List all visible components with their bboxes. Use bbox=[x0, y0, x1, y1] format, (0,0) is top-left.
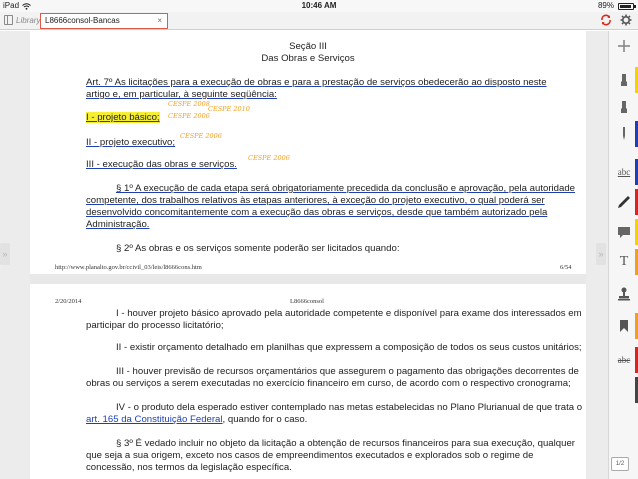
header-title: L8666consol bbox=[290, 298, 324, 305]
item-2-row bbox=[86, 137, 606, 149]
handwritten-note[interactable]: CESPE 2006 bbox=[168, 112, 210, 120]
comment-tool-button[interactable] bbox=[609, 219, 638, 245]
library-label: Library bbox=[16, 15, 41, 25]
status-right bbox=[598, 0, 634, 12]
item-1-row bbox=[86, 112, 606, 124]
freehand-red-button[interactable] bbox=[609, 189, 638, 215]
handwritten-note[interactable]: CESPE 2010 bbox=[208, 105, 250, 113]
left-gutter bbox=[0, 31, 30, 479]
strikethrough-abc-icon: abc bbox=[617, 355, 631, 365]
paragraph-3-line-3: concessão, nos termos da legislação específica. bbox=[86, 462, 292, 473]
article-7-line-2[interactable]: artigo e, em particular, à seguinte seqüência: bbox=[86, 89, 277, 100]
footer-url: http://www.planalto.gov.br/ccivil_03/leis/l8666cons.htm bbox=[55, 264, 202, 271]
article-7-line-1[interactable]: Art. 7º As licitações para a execução de obras e para a prestação de serviços obedecerão ao disposto neste bbox=[86, 77, 547, 88]
condition-ii: II - existir orçamento detalhado em planilhas que expressem a composição de todos os seus custos unitários; bbox=[116, 342, 582, 353]
tab-bar bbox=[0, 12, 638, 30]
handwritten-note[interactable]: CESPE 2008 bbox=[168, 100, 210, 108]
handwritten-note[interactable]: CESPE 2006 bbox=[180, 132, 222, 140]
battery-fill bbox=[620, 5, 631, 8]
sync-icon[interactable] bbox=[600, 14, 612, 26]
condition-iv-tail: , quando for o caso. bbox=[222, 414, 308, 425]
section-heading: Seção III bbox=[289, 41, 327, 52]
pdf-page-7 bbox=[30, 284, 586, 479]
paragraph-1-line-3[interactable]: desenvolvido concomitantemente com a execução das obras e serviços, desde que também autorizado pela bbox=[86, 207, 548, 218]
strikethrough-tool-button[interactable] bbox=[609, 347, 638, 373]
item-3-row bbox=[86, 159, 606, 171]
text-t-icon: T bbox=[619, 254, 629, 269]
handwritten-note[interactable]: CESPE 2006 bbox=[248, 154, 290, 162]
section-subheading: Das Obras e Serviços bbox=[261, 53, 355, 64]
bookmark-icon bbox=[616, 318, 632, 334]
document-tab-label: L8666consol-Bancas bbox=[45, 16, 120, 25]
close-tab-icon[interactable]: × bbox=[157, 16, 162, 25]
previous-page-arrow[interactable]: » bbox=[0, 243, 10, 265]
document-tab[interactable] bbox=[40, 13, 168, 29]
marker-icon bbox=[616, 99, 632, 115]
header-date: 2/20/2014 bbox=[55, 298, 82, 305]
underline-tool-button[interactable] bbox=[609, 159, 638, 185]
highlighter-icon bbox=[616, 72, 632, 88]
battery-percent: 89% bbox=[597, 1, 614, 10]
status-bar bbox=[0, 0, 638, 12]
page-indicator[interactable]: 1/2 bbox=[611, 457, 629, 471]
plus-icon bbox=[616, 38, 632, 54]
device-name: iPad bbox=[3, 1, 20, 10]
condition-iii-line-2: obras ou serviços a serem executadas no exercício financeiro em curso, de acordo com o respectivo cronograma; bbox=[86, 378, 571, 389]
pen-icon bbox=[616, 126, 632, 142]
clock: 10:46 AM bbox=[301, 1, 337, 10]
item-3-text[interactable]: III - execução das obras e serviços. bbox=[86, 159, 237, 170]
library-icon bbox=[4, 15, 13, 25]
paragraph-2: § 2º As obras e os serviços somente poderão ser licitados quando: bbox=[116, 243, 400, 254]
pdf-page-6 bbox=[30, 31, 586, 274]
paragraph-1-line-2[interactable]: competente, dos trabalhos relativos às etapas anteriores, à exceção do projeto executivo, o qual poderá ser bbox=[86, 195, 545, 206]
paragraph-1-line-1[interactable]: § 1º A execução de cada etapa será obrigatoriamente precedida da conclusão e aprovação, pela autoridade bbox=[116, 183, 575, 194]
footer-page-number: 6/54 bbox=[560, 264, 572, 271]
stamp-icon bbox=[616, 286, 632, 302]
add-tool-button[interactable] bbox=[609, 33, 638, 59]
tab-bar-actions bbox=[600, 14, 632, 26]
condition-iv-line-1: IV - o produto dela esperado estiver contemplado nas metas estabelecidas no Plano Plurianual de que trata o bbox=[116, 402, 583, 413]
highlighter-yellow-button[interactable] bbox=[609, 67, 638, 93]
underline-abc-icon: abc bbox=[617, 167, 631, 177]
stamp-tool-button[interactable] bbox=[609, 281, 638, 307]
comment-icon bbox=[616, 224, 632, 240]
freehand-pen-icon bbox=[616, 194, 632, 210]
paragraph-1-line-4[interactable]: Administração. bbox=[86, 219, 150, 230]
battery-icon bbox=[618, 3, 634, 10]
next-page-arrow[interactable]: » bbox=[596, 243, 606, 265]
item-1-highlighted[interactable]: I - projeto básico; bbox=[86, 112, 160, 123]
paragraph-3-line-2: que seja a sua origem, exceto nos casos de empreendimentos executados e explorados sob o regime de bbox=[86, 450, 534, 461]
page-separator bbox=[30, 274, 586, 284]
condition-iv-line-2 bbox=[86, 414, 606, 426]
pen-blue-button[interactable] bbox=[609, 121, 638, 147]
condition-iii-line-1: III - houver previsão de recursos orçamentários que assegurem o pagamento das obrigações decorrentes de bbox=[116, 366, 579, 377]
library-button[interactable] bbox=[4, 15, 40, 25]
condition-i-line-1: I - houver projeto básico aprovado pela autoridade competente e disponível para exame dos interessados em bbox=[116, 308, 582, 319]
condition-i-line-2: participar do processo licitatório; bbox=[86, 320, 224, 331]
text-tool-button[interactable] bbox=[609, 249, 638, 275]
constitution-link[interactable]: art. 165 da Constituição Federal bbox=[86, 414, 223, 425]
paragraph-3-line-1: § 3º É vedado incluir no objeto da licitação a obtenção de recursos financeiros para sua execução, qualquer bbox=[116, 438, 575, 449]
settings-gear-icon[interactable] bbox=[620, 14, 632, 26]
annotation-toolbar bbox=[608, 31, 638, 479]
bookmark-tool-button[interactable] bbox=[609, 313, 638, 339]
highlighter-button[interactable] bbox=[609, 94, 638, 120]
color-swatch-dark[interactable] bbox=[609, 377, 638, 403]
item-2-text[interactable]: II - projeto executivo; bbox=[86, 137, 176, 148]
